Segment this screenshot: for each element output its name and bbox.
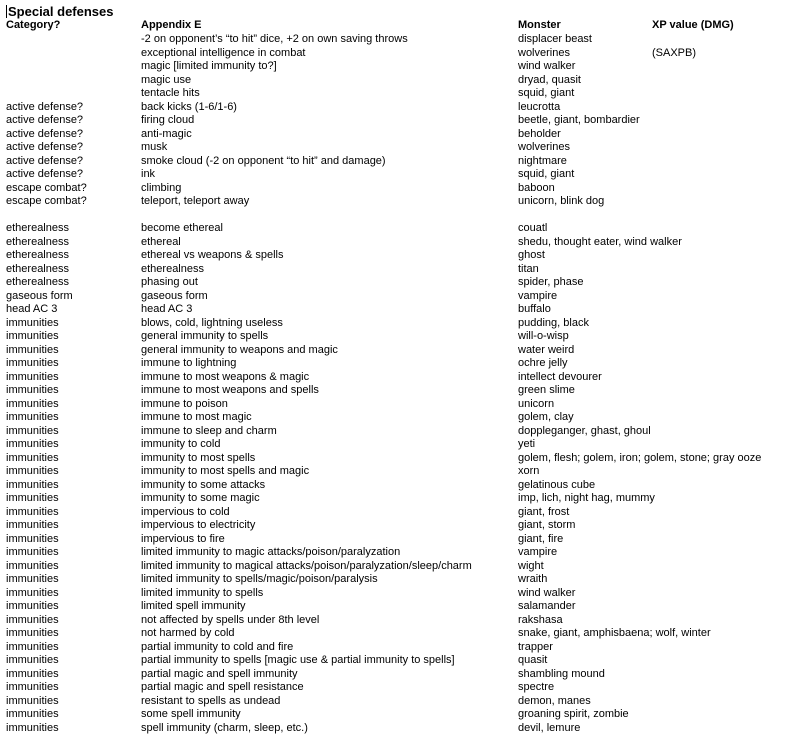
cell-category: active defense? xyxy=(6,154,84,167)
table-row xyxy=(0,627,798,641)
cell-appendix: smoke cloud (-2 on opponent “to hit” and damage) xyxy=(141,154,386,167)
table-row xyxy=(0,492,798,506)
cell-appendix: blows, cold, lightning useless xyxy=(141,316,283,329)
cell-monster: ghost xyxy=(518,249,545,261)
column-header-appendix: Appendix E xyxy=(141,19,202,31)
table-row xyxy=(0,74,798,88)
cell-monster: pudding, black xyxy=(518,316,589,329)
cell-monster: unicorn xyxy=(518,397,555,410)
cell-appendix: exceptional intelligence in combat xyxy=(141,46,306,59)
cell-monster: yeti xyxy=(518,438,536,450)
cell-appendix: not harmed by cold xyxy=(141,627,235,639)
table-row xyxy=(0,411,798,425)
cell-appendix: partial immunity to spells [magic use & partial immunity to spells] xyxy=(141,654,455,666)
cell-category: active defense? xyxy=(6,114,84,126)
cell-monster: giant, storm xyxy=(518,519,576,531)
cell-category: immunities xyxy=(6,708,59,720)
cell-category: immunities xyxy=(6,505,59,518)
cell-appendix: immune to poison xyxy=(141,397,228,410)
cell-appendix: some spell immunity xyxy=(141,708,241,720)
table-row xyxy=(0,87,798,101)
sheet-title xyxy=(6,4,114,19)
table-row xyxy=(0,357,798,371)
cell-category: immunities xyxy=(6,424,59,437)
table-row xyxy=(0,573,798,587)
cell-category: active defense? xyxy=(6,141,84,153)
cell-monster: giant, fire xyxy=(518,532,564,545)
table-row xyxy=(0,384,798,398)
cell-monster: couatl xyxy=(518,222,548,234)
cell-appendix: partial magic and spell immunity xyxy=(141,667,298,680)
table-row xyxy=(0,452,798,466)
table-row xyxy=(0,303,798,317)
cell-monster: trapper xyxy=(518,640,553,653)
cell-category: immunities xyxy=(6,613,59,626)
cell-category: immunities xyxy=(6,316,59,329)
cell-appendix: general immunity to weapons and magic xyxy=(141,343,338,356)
cell-category: immunities xyxy=(6,465,59,477)
cell-monster: baboon xyxy=(518,181,555,194)
cell-category: active defense? xyxy=(6,127,84,140)
cell-category: immunities xyxy=(6,721,59,734)
table-row xyxy=(0,506,798,520)
cell-category: head AC 3 xyxy=(6,303,58,315)
table-row xyxy=(0,168,798,182)
cell-category: etherealness xyxy=(6,262,69,275)
table-row xyxy=(0,128,798,142)
cell-appendix: immune to most magic xyxy=(141,411,252,423)
table-row xyxy=(0,587,798,601)
cell-appendix: resistant to spells as undead xyxy=(141,694,281,707)
cell-appendix: limited immunity to magic attacks/poison/paralyzation xyxy=(141,546,401,558)
cell-appendix: anti-magic xyxy=(141,127,192,140)
cell-category: etherealness xyxy=(6,235,69,248)
table-row xyxy=(0,560,798,574)
table-row xyxy=(0,425,798,439)
cell-category: gaseous form xyxy=(6,289,73,302)
cell-category: immunities xyxy=(6,357,59,369)
cell-appendix: immunity to some magic xyxy=(141,492,260,504)
table-row xyxy=(0,438,798,452)
cell-monster: squid, giant xyxy=(518,168,575,180)
cell-category: immunities xyxy=(6,681,59,693)
cell-category: immunities xyxy=(6,411,59,423)
cell-category: etherealness xyxy=(6,249,69,261)
cell-monster: leucrotta xyxy=(518,100,561,113)
cell-appendix: limited spell immunity xyxy=(141,600,246,612)
cell-appendix: immune to lightning xyxy=(141,357,237,369)
sheet-title-text: Special defenses xyxy=(8,4,114,19)
cell-appendix: spell immunity (charm, sleep, etc.) xyxy=(141,721,308,734)
table-row xyxy=(0,330,798,344)
cell-monster: golem, clay xyxy=(518,411,574,423)
cell-monster: gelatinous cube xyxy=(518,478,596,491)
cell-appendix: general immunity to spells xyxy=(141,330,269,342)
blank-row xyxy=(0,209,798,223)
cell-category: immunities xyxy=(6,438,59,450)
cell-appendix: magic [limited immunity to?] xyxy=(141,60,277,72)
table-row xyxy=(0,344,798,358)
cell-appendix: musk xyxy=(141,141,168,153)
cell-appendix: back kicks (1-6/1-6) xyxy=(141,100,237,113)
cell-appendix: gaseous form xyxy=(141,289,208,302)
cell-monster: spider, phase xyxy=(518,276,584,288)
cell-category: immunities xyxy=(6,370,59,383)
cell-appendix: teleport, teleport away xyxy=(141,195,250,207)
cell-monster: spectre xyxy=(518,681,555,693)
cell-category: immunities xyxy=(6,600,59,612)
cell-monster: xorn xyxy=(518,465,540,477)
cell-category: immunities xyxy=(6,478,59,491)
cell-appendix: impervious to electricity xyxy=(141,519,256,531)
cell-appendix: etherealness xyxy=(141,262,204,275)
cell-category: escape combat? xyxy=(6,181,87,194)
cell-appendix: ethereal xyxy=(141,235,181,248)
table-row xyxy=(0,249,798,263)
cell-appendix: immune to sleep and charm xyxy=(141,424,277,437)
table-row xyxy=(0,317,798,331)
table-body xyxy=(0,33,798,735)
cell-monster: devil, lemure xyxy=(518,721,581,734)
cell-appendix: immune to most weapons and spells xyxy=(141,384,319,396)
cell-category: active defense? xyxy=(6,100,84,113)
table-row xyxy=(0,276,798,290)
cell-appendix: impervious to fire xyxy=(141,532,225,545)
cell-appendix: ink xyxy=(141,168,156,180)
cell-category: immunities xyxy=(6,397,59,410)
cell-monster: ochre jelly xyxy=(518,357,568,369)
cell-appendix: limited immunity to magical attacks/poison/paralyzation/sleep/charm xyxy=(141,559,472,572)
table-row xyxy=(0,195,798,209)
cell-category: immunities xyxy=(6,519,59,531)
cell-appendix: immune to most weapons & magic xyxy=(141,370,310,383)
cell-category: immunities xyxy=(6,532,59,545)
column-header-category: Category? xyxy=(6,19,61,31)
table-row xyxy=(0,668,798,682)
table-row xyxy=(0,141,798,155)
cell-category: etherealness xyxy=(6,276,69,288)
table-row xyxy=(0,695,798,709)
cell-monster: golem, flesh; golem, iron; golem, stone; gray ooze xyxy=(518,451,762,464)
cell-appendix: impervious to cold xyxy=(141,505,230,518)
cell-appendix: immunity to most spells and magic xyxy=(141,465,310,477)
cell-appendix: limited immunity to spells/magic/poison/paralysis xyxy=(141,573,378,585)
cell-appendix: phasing out xyxy=(141,276,198,288)
cell-monster: wight xyxy=(518,559,544,572)
cell-category: active defense? xyxy=(6,168,84,180)
cell-appendix: limited immunity to spells xyxy=(141,586,264,599)
column-header-monster: Monster xyxy=(518,19,561,31)
cell-monster: salamander xyxy=(518,600,576,612)
table-row xyxy=(0,60,798,74)
column-header-xp: XP value (DMG) xyxy=(652,19,734,31)
cell-monster: water weird xyxy=(518,343,575,356)
cell-monster: green slime xyxy=(518,384,575,396)
cell-appendix: -2 on opponent’s “to hit” dice, +2 on own saving throws xyxy=(141,33,408,45)
cell-monster: demon, manes xyxy=(518,694,591,707)
cell-xp: (SAXPB) xyxy=(652,46,697,59)
cell-category: immunities xyxy=(6,573,59,585)
table-row xyxy=(0,47,798,61)
cell-appendix: magic use xyxy=(141,73,192,86)
cell-category: immunities xyxy=(6,654,59,666)
cell-appendix: climbing xyxy=(141,181,182,194)
cell-monster: wind walker xyxy=(518,586,576,599)
cell-appendix: ethereal vs weapons & spells xyxy=(141,249,284,261)
cell-monster: displacer beast xyxy=(518,33,592,45)
table-row xyxy=(0,654,798,668)
cell-appendix: tentacle hits xyxy=(141,87,200,99)
cell-category: immunities xyxy=(6,694,59,707)
cell-monster: beetle, giant, bombardier xyxy=(518,114,640,126)
cell-category: immunities xyxy=(6,640,59,653)
cell-appendix: firing cloud xyxy=(141,114,195,126)
table-row xyxy=(0,33,798,47)
cell-appendix: become ethereal xyxy=(141,222,223,234)
cell-category: immunities xyxy=(6,384,59,396)
cell-monster: intellect devourer xyxy=(518,370,602,383)
table-row xyxy=(0,479,798,493)
cell-appendix: immunity to cold xyxy=(141,438,221,450)
cell-category: etherealness xyxy=(6,222,69,234)
cell-monster: beholder xyxy=(518,127,561,140)
cell-monster: dryad, quasit xyxy=(518,73,581,86)
table-row xyxy=(0,101,798,115)
cell-monster: unicorn, blink dog xyxy=(518,195,605,207)
cell-monster: wraith xyxy=(518,573,548,585)
table-row xyxy=(0,533,798,547)
text-cursor xyxy=(6,5,7,18)
table-row xyxy=(0,155,798,169)
cell-appendix: partial immunity to cold and fire xyxy=(141,640,294,653)
cell-monster: giant, frost xyxy=(518,505,570,518)
cell-category: immunities xyxy=(6,330,59,342)
cell-monster: quasit xyxy=(518,654,548,666)
cell-monster: imp, lich, night hag, mummy xyxy=(518,492,655,504)
cell-monster: buffalo xyxy=(518,303,551,315)
table-row xyxy=(0,546,798,560)
cell-category: immunities xyxy=(6,586,59,599)
table-row xyxy=(0,222,798,236)
table-row xyxy=(0,519,798,533)
column-header-row xyxy=(0,18,798,32)
cell-monster: wolverines xyxy=(518,141,570,153)
cell-appendix: not affected by spells under 8th level xyxy=(141,613,320,626)
table-row xyxy=(0,398,798,412)
cell-category: immunities xyxy=(6,546,59,558)
cell-monster: groaning spirit, zombie xyxy=(518,708,629,720)
cell-monster: snake, giant, amphisbaena; wolf, winter xyxy=(518,627,711,639)
table-row xyxy=(0,600,798,614)
cell-monster: doppleganger, ghast, ghoul xyxy=(518,424,651,437)
table-row xyxy=(0,681,798,695)
cell-category: immunities xyxy=(6,667,59,680)
table-row xyxy=(0,708,798,722)
cell-monster: titan xyxy=(518,262,539,275)
cell-monster: nightmare xyxy=(518,154,567,167)
cell-monster: squid, giant xyxy=(518,87,575,99)
cell-monster: wind walker xyxy=(518,60,576,72)
table-row xyxy=(0,465,798,479)
cell-monster: will-o-wisp xyxy=(518,330,569,342)
cell-category: immunities xyxy=(6,627,59,639)
cell-monster: shambling mound xyxy=(518,667,605,680)
table-row xyxy=(0,371,798,385)
table-row xyxy=(0,236,798,250)
cell-appendix: immunity to most spells xyxy=(141,451,256,464)
cell-appendix: head AC 3 xyxy=(141,303,193,315)
cell-category: immunities xyxy=(6,559,59,572)
cell-monster: wolverines xyxy=(518,46,570,59)
table-row xyxy=(0,114,798,128)
cell-appendix: partial magic and spell resistance xyxy=(141,681,304,693)
cell-monster: rakshasa xyxy=(518,613,563,626)
table-row xyxy=(0,263,798,277)
cell-category: immunities xyxy=(6,492,59,504)
table-row xyxy=(0,182,798,196)
cell-appendix: immunity to some attacks xyxy=(141,478,266,491)
table-row xyxy=(0,614,798,628)
table-row xyxy=(0,641,798,655)
cell-category: immunities xyxy=(6,343,59,356)
cell-category: escape combat? xyxy=(6,195,87,207)
cell-monster: vampire xyxy=(518,546,558,558)
table-row xyxy=(0,722,798,735)
cell-monster: vampire xyxy=(518,289,558,302)
table-row xyxy=(0,290,798,304)
cell-category: immunities xyxy=(6,451,59,464)
cell-monster: shedu, thought eater, wind walker xyxy=(518,235,682,248)
